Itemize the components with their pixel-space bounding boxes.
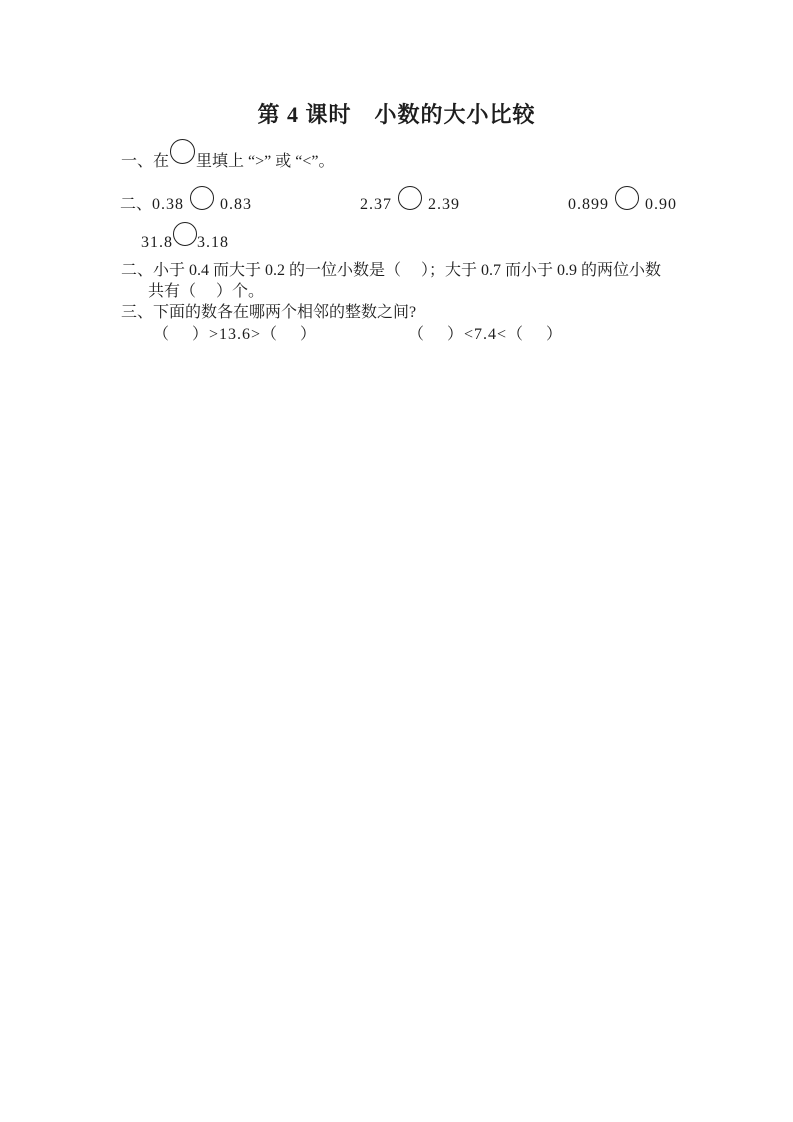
question-3-line-2: 共有（ ）个。	[148, 283, 265, 300]
q2-label: 二、	[120, 196, 153, 213]
answer-circle	[173, 222, 197, 246]
q2-pair-4	[141, 233, 229, 252]
q2-pair-4-left: 31.8	[141, 234, 173, 251]
q4-answer-b: （ ）<7.4<（ ）	[408, 326, 564, 343]
answer-circle	[615, 186, 639, 210]
answer-circle-slot	[398, 207, 422, 209]
answer-circle-slot	[615, 207, 639, 209]
q2-pair-3-left: 0.899	[568, 196, 609, 213]
q2-pair-3-right: 0.90	[645, 196, 677, 213]
q2-pair-2-right: 2.39	[428, 196, 460, 213]
q2-pair-1-left: 0.38	[152, 196, 185, 213]
q1-prefix: 一、在	[121, 153, 170, 170]
question-1	[121, 152, 334, 171]
question-4-label: 三、下面的数各在哪两个相邻的整数之间?	[121, 304, 417, 321]
answer-circle-slot	[170, 164, 195, 166]
page-title: 第 4 课时 小数的大小比较	[257, 102, 536, 127]
answer-circle	[190, 186, 214, 210]
q1-suffix: 里填上 “>” 或 “<”。	[196, 153, 335, 170]
answer-circle	[170, 139, 195, 164]
q2-pair-2-left: 2.37	[360, 196, 392, 213]
q2-pair-1-right: 0.83	[220, 196, 253, 213]
answer-circle-slot	[190, 207, 214, 209]
q2-pair-1	[120, 195, 252, 214]
q2-pair-3	[568, 195, 677, 214]
answer-circle	[398, 186, 422, 210]
answer-circle-slot	[173, 245, 197, 247]
question-3-line-1: 二、小于 0.4 而大于 0.2 的一位小数是（ ）；大于 0.7 而小于 0.9 的两位小数	[121, 262, 662, 279]
q2-pair-2	[360, 195, 460, 214]
q4-answer-a: （ ）>13.6>（ ）	[153, 326, 318, 343]
q2-pair-4-right: 3.18	[197, 234, 229, 251]
